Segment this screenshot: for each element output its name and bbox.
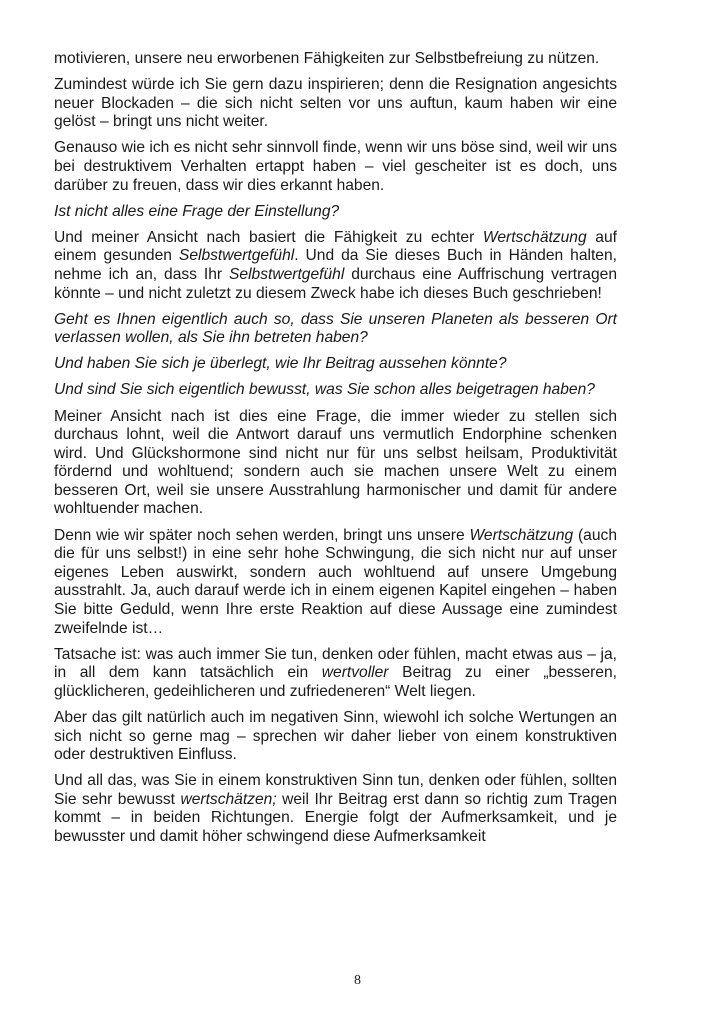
paragraph-9: Und all das, was Sie in einem konstruktiven Sinn tun, denken oder fühlen, sollten Sie sehr bewusst wertschätzen; weil Ihr Beitrag erst dann so richtig zum Tragen kommt – in beiden Richtungen. Energie folgt der Aufmerksamkeit, und je bewusster und damit höher schwingend diese Aufmerksamkeit [54,772,618,845]
paragraph-8: Aber das gilt natürlich auch im negativen Sinn, wiewohl ich solche Wertungen an sich nicht so gerne mag – sprechen wir daher lieber von einem konstruktiven oder destruktiven Einfluss. [54,708,617,764]
paragraph-2: Zumindest würde ich Sie gern dazu inspirieren; denn die Resignation angesichts neuer Blockaden – die sich nicht selten vor uns auftun, kaum haben wir eine gelöst – bringt uns nicht weiter. [54,76,617,131]
paragraph-1: motivieren, unsere neu erworbenen Fähigkeiten zur Selbstbefreiung zu nützen. [54,50,600,67]
page-number: 8 [354,973,361,988]
paragraph-4: Und meiner Ansicht nach basiert die Fähigkeit zu echter Wertschätzung auf einem gesunden Selbstwertgefühl. Und da Sie dieses Buch in Händen halten, nehme ich an, dass Ihr Selbstwertgefühl durchaus eine Auffrischung vertragen könnte – und nicht zuletzt zu diesem Zweck habe ich dieses Buch geschrieben! [54,228,617,302]
question-2: Geht es Ihnen eigentlich auch so, dass Sie unseren Planeten als besseren Ort verlassen wollen, als Sie ihn betreten haben? [54,310,617,347]
question-3: Und haben Sie sich je überlegt, wie Ihr Beitrag aussehen könnte? [54,355,507,373]
question-1: Ist nicht alles eine Frage der Einstellung? [54,202,340,220]
paragraph-3: Genauso wie ich es nicht sehr sinnvoll finde, wenn wir uns böse sind, weil wir uns bei destruktivem Verhalten ertappt haben – viel gescheiter ist es doch, uns darüber zu freuen, dass wir dies erkannt haben. [54,139,617,194]
question-4: Und sind Sie sich eigentlich bewusst, was Sie schon alles beigetragen haben? [54,381,595,399]
paragraph-6: Denn wie wir später noch sehen werden, bringt uns unsere Wertschätzung (auch die für uns selbst!) in eine sehr hohe Schwingung, die sich nicht nur auf unser eigenes Leben auswirkt, sondern auch wohltuend auf unsere Umgebung ausstrahlt. Ja, auch darauf werde ich in einem eigenen Kapitel eingehen – haben Sie bitte Geduld, wenn Ihre erste Reaktion auf diese Aussage eine zumindest zweifelnde ist… [54,526,618,637]
page-body [54,50,617,854]
paragraph-7: Tatsache ist: was auch immer Sie tun, denken oder fühlen, macht etwas aus – ja, in all dem kann tatsächlich ein wertvoller Beitrag zu einer „besseren, glücklicheren, gedeihlicheren und zufriedeneren“ Welt liegen. [54,645,617,700]
paragraph-5: Meiner Ansicht nach ist dies eine Frage, die immer wieder zu stellen sich durchaus lohnt, weil die Antwort darauf uns vermutlich Endorphine schenken wird. Und Glückshormone sind nicht nur für uns selbst heilsam, Produktivität fördernd und wohltuend; sondern auch sie machen unsere Welt zu einem besseren Ort, weil sie unsere Ausstrahlung harmonischer und damit für andere wohltuender machen. [54,407,617,518]
